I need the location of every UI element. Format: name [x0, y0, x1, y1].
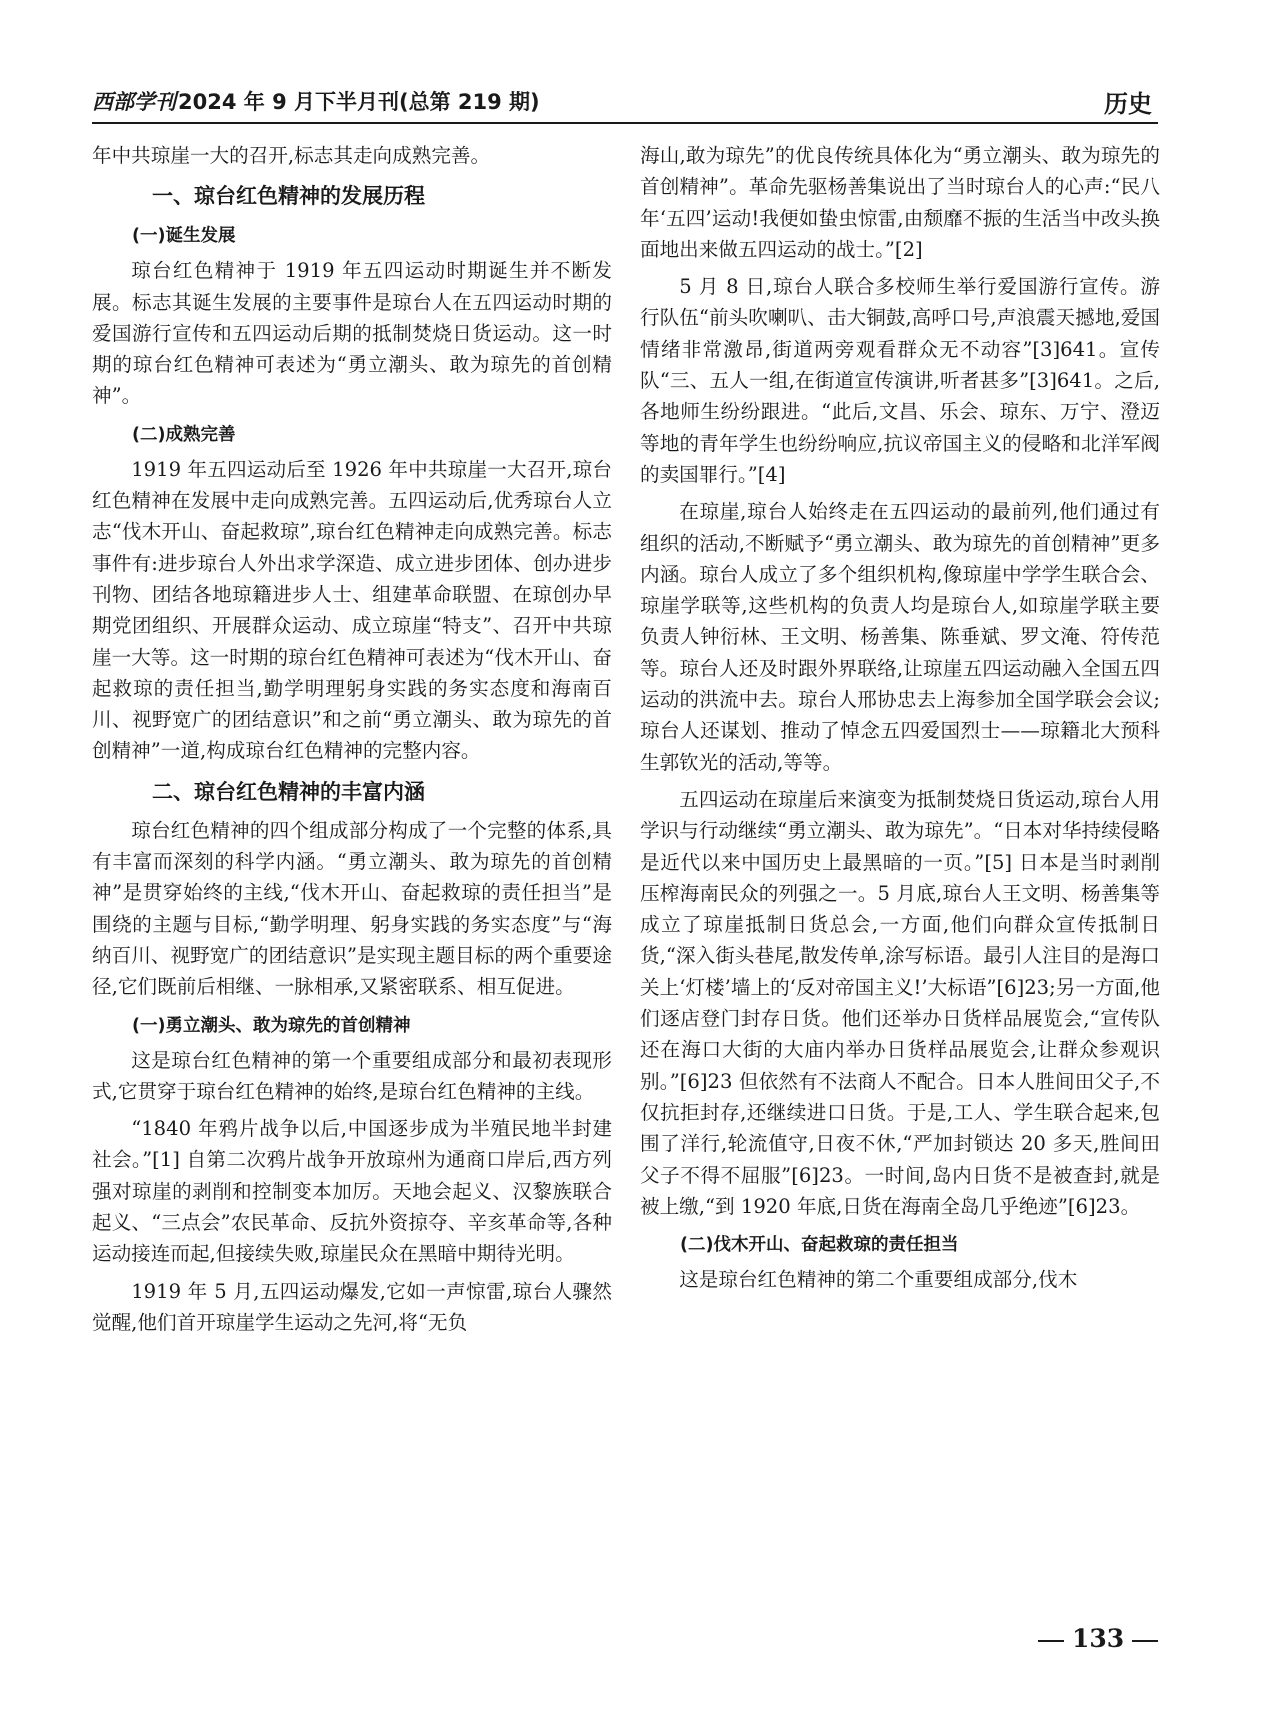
section-label: 历史 [1104, 90, 1152, 118]
paragraph: 在琼崖,琼台人始终走在五四运动的最前列,他们通过有组织的活动,不断赋予“勇立潮头、敢为琼先的首创精神”更多内涵。琼台人成立了多个组织机构,像琼崖中学学生联合会、琼崖学联等,这些机构的负责人均是琼台人,如琼崖学联主要负责人钟衍林、王文明、杨善集、陈垂斌、罗文淹、符传范等。琼台人还及时跟外界联络,让琼崖五四运动融入全国五四运动的洪流中去。琼台人邢协忠去上海参加全国学联会会议;琼台人还谋划、推动了悼念五四爱国烈士——琼籍北大预科生郭钦光的活动,等等。 [640, 500, 1160, 774]
paragraph: 琼台红色精神于 1919 年五四运动时期诞生并不断发展。标志其诞生发展的主要事件是琼台人在五四运动时期的爱国游行宣传和五四运动后期的抵制焚烧日货运动。这一时期的琼台红色精神可表述为“勇立潮头、敢为琼先的首创精神”。 [92, 259, 612, 408]
paragraph: “1840 年鸦片战争以后,中国逐步成为半殖民地半封建社会。”[1] 自第二次鸦片战争开放琼州为通商口岸后,西方列强对琼崖的剥削和控制变本加厉。天地会起义、汉黎族联合起义、“三点会”农民革命、反抗外资掠夺、辛亥革命等,各种运动接连而起,但接续失败,琼崖民众在黑暗中期待光明。 [92, 1117, 612, 1266]
journal-logo: 西部学刊 [92, 89, 176, 114]
section-heading: 二、琼台红色精神的丰富内涵 [152, 779, 425, 804]
header-rule [92, 122, 1158, 124]
paragraph: 这是琼台红色精神的第二个重要组成部分,伐木 [679, 1268, 1078, 1292]
left-column [92, 140, 612, 1590]
page-number-dash-right [1132, 1640, 1158, 1642]
masthead [92, 86, 540, 116]
page-number-dash-left [1038, 1640, 1064, 1642]
paragraph: 琼台红色精神的四个组成部分构成了一个完整的体系,具有丰富而深刻的科学内涵。“勇立潮头、敢为琼先的首创精神”是贯穿始终的主线,“伐木开山、奋起救琼的责任担当”是围绕的主题与目标,“勤学明理、躬身实践的务实态度”与“海纳百川、视野宽广的团结意识”是实现主题目标的两个重要途径,它们既前后相继、一脉相承,又紧密联系、相互促进。 [92, 818, 612, 999]
page-number-value: 133 [1072, 1624, 1125, 1653]
right-column [640, 140, 1160, 1590]
paragraph: 5 月 8 日,琼台人联合多校师生举行爱国游行宣传。游行队伍“前头吹喇叭、击大铜鼓,高呼口号,声浪震天撼地,爱国情绪非常激昂,街道两旁观看群众无不动容”[3]641。宣传队“三、五人一组,在街道宣传演讲,听者甚多”[3]641。之后,各地师生纷纷跟进。“此后,文昌、乐会、琼东、万宁、澄迈等地的青年学生也纷纷响应,抗议帝国主义的侵略和北洋军阀的卖国罪行。”[4] [640, 275, 1160, 486]
paragraph: 年中共琼崖一大的召开,标志其走向成熟完善。 [92, 144, 491, 167]
subsection-heading: (二)伐木开山、奋起救琼的责任担当 [680, 1235, 959, 1256]
page-number [1030, 1624, 1166, 1653]
page-header [92, 80, 1158, 120]
paragraph: 五四运动在琼崖后来演变为抵制焚烧日货运动,琼台人用学识与行动继续“勇立潮头、敢为琼先”。“日本对华持续侵略是近代以来中国历史上最黑暗的一页。”[5] 日本是当时剥削压榨海南民众的列强之一。5 月底,琼台人王文明、杨善集等成立了琼崖抵制日货总会,一方面,他们向群众宣传抵制日货,“深入街头巷尾,散发传单,涂写标语。最引人注目的是海口关上‘灯楼’墙上的‘反对帝国主义!’大标语”[6]23;另一方面,他们逐店登门封存日货。他们还举办日货样品展览会,“宣传队还在海口大街的大庙内举办日货样品展览会,让群众参观识别。”[6]23 但依然有不法商人不配合。日本人胜间田父子,不仅抗拒封存,还继续进口日货。于是,工人、学生联合起来,包围了洋行,轮流值守,日夜不休,“严加封锁达 20 多天,胜间田父子不得不屈服”[6]23。一时间,岛内日货不是被查封,就是被上缴,“到 1920 年底,日货在海南全岛几乎绝迹”[6]23。 [640, 787, 1160, 1218]
paragraph: 1919 年 5 月,五四运动爆发,它如一声惊雷,琼台人骤然觉醒,他们首开琼崖学生运动之先河,将“无负 [92, 1279, 612, 1334]
subsection-heading: (二)成熟完善 [132, 424, 236, 445]
issue-info: 2024 年 9 月下半月刊(总第 219 期) [178, 90, 540, 114]
subsection-heading: (一)勇立潮头、敢为琼先的首创精神 [132, 1015, 411, 1036]
paragraph: 海山,敢为琼先”的优良传统具体化为“勇立潮头、敢为琼先的首创精神”。革命先驱杨善集说出了当时琼台人的心声:“民八年‘五四’运动!我便如蛰虫惊雷,由颓靡不振的生活当中改头换面地出来做五四运动的战士。”[2] [640, 144, 1160, 261]
paragraph: 这是琼台红色精神的第一个重要组成部分和最初表现形式,它贯穿于琼台红色精神的始终,是琼台红色精神的主线。 [92, 1048, 612, 1103]
subsection-heading: (一)诞生发展 [132, 226, 236, 247]
section-heading: 一、琼台红色精神的发展历程 [152, 184, 425, 209]
paragraph: 1919 年五四运动后至 1926 年中共琼崖一大召开,琼台红色精神在发展中走向成熟完善。五四运动后,优秀琼台人立志“伐木开山、奋起救琼”,琼台红色精神走向成熟完善。标志事件有:进步琼台人外出求学深造、成立进步团体、创办进步刊物、团结各地琼籍进步人士、组建革命联盟、在琼创办早期党团组织、开展群众运动、成立琼崖“特支”、召开中共琼崖一大等。这一时期的琼台红色精神可表述为“伐木开山、奋起救琼的责任担当,勤学明理躬身实践的务实态度和海南百川、视野宽广的团结意识”和之前“勇立潮头、敢为琼先的首创精神”一道,构成琼台红色精神的完整内容。 [92, 457, 612, 763]
